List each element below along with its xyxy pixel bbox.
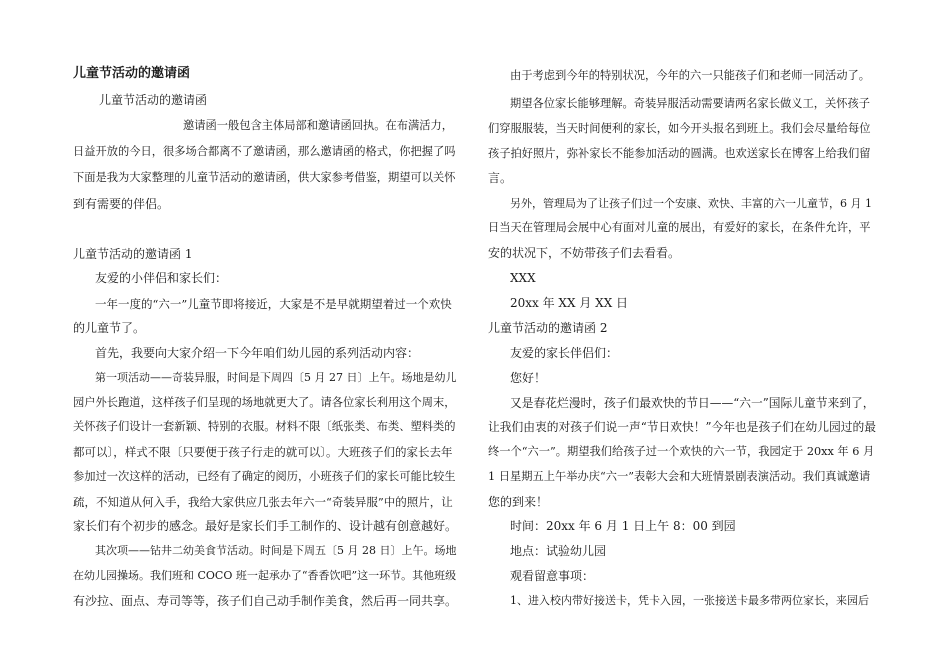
body-line: 由于考虑到今年的特别状况，今年的六一只能孩子们和老师一同活动了。 bbox=[510, 69, 871, 82]
intro-subtitle: 儿童节活动的邀请函 bbox=[99, 93, 208, 107]
greeting: 友爱的家长伴侣们： bbox=[510, 346, 619, 360]
body-line: 日当天在管理局会展中心有面对儿童的展出，有爱好的家长，在条件允许，平 bbox=[488, 221, 871, 234]
intro-line: 日益开放的今日，很多场合都离不了邀请函，那么邀请函的格式，你把握了吗 bbox=[73, 145, 456, 158]
document-title: 儿童节活动的邀请函 bbox=[73, 66, 191, 81]
intro-line: 下面是我为大家整理的儿童节活动的邀请函，供大家参考借鉴，期望可以关怀 bbox=[73, 171, 456, 184]
body-line: 一年一度的“六一”儿童节即将接近，大家是不是早就期望着过一个欢快 bbox=[95, 297, 452, 311]
signature-date: 20xx 年 XX 月 XX 日 bbox=[510, 296, 629, 310]
body-line: 另外，管理局为了让孩子们过一个安康、欢快、丰富的六一儿童节，6 月 1 bbox=[510, 197, 872, 210]
body-line: 都可以〕，样式不限〔只要便于孩子行走的就可以〕。大班孩子们的家长去年 bbox=[73, 445, 453, 459]
signature-name: XXX bbox=[510, 271, 536, 285]
intro-line: 到有需要的伴侣。 bbox=[73, 197, 170, 211]
section-heading-2: 儿童节活动的邀请函 2 bbox=[488, 321, 608, 335]
body-line: 期望各位家长能够理解。奇装异服活动需要请两名家长做义工，关怀孩子 bbox=[510, 97, 871, 110]
event-location: 地点：试验幼儿园 bbox=[510, 544, 607, 558]
body-line: 1 日星期五上午举办庆“六一”表彰大会和大班情景剧表演活动。我们真诚邀请 bbox=[488, 470, 871, 483]
body-line: 又是春花烂漫时，孩子们最欢快的节日——“六一”国际儿童节来到了， bbox=[510, 396, 875, 410]
salutation: 您好！ bbox=[510, 371, 547, 385]
body-line: 其次项——钻井二幼美食节活动。时间是下周五〔5 月 28 日〕上午。场地 bbox=[95, 544, 457, 557]
body-line: 让我们由衷的对孩子们说一声“节日欢快！”今年也是孩子们在幼儿园过的最 bbox=[488, 420, 877, 434]
body-line: 孩子拍好照片，弥补家长不能参加活动的圆满。也欢送家长在博客上给我们留 bbox=[488, 147, 871, 160]
body-line: 的儿童节了。 bbox=[73, 321, 146, 335]
body-line: 第一项活动——奇装异服，时间是下周四〔5 月 27 日〕上午。场地是幼儿 bbox=[95, 371, 457, 384]
body-line: 家长们有个初步的感念。最好是家长们手工制作的、设计越有创意越好。 bbox=[73, 519, 458, 533]
notes-heading: 观看留意事项： bbox=[510, 569, 595, 583]
event-time: 时间：20xx 年 6 月 1 日上午 8：00 到园 bbox=[510, 519, 736, 533]
intro-line: 邀请函一般包含主体局部和邀请函回执。在布满活力， bbox=[183, 119, 454, 132]
body-line: 关怀孩子们设计一套新颖、特别的衣服。材料不限〔纸张类、布类、塑料类的 bbox=[73, 420, 456, 433]
section-heading-1: 儿童节活动的邀请函 1 bbox=[73, 247, 193, 261]
body-line: 疏，不知道从何入手，我给大家供应几张去年六一“奇装异服”中的照片，让 bbox=[73, 495, 453, 509]
body-line: 参加过一次这样的活动，已经有了确定的阅历，小班孩子们的家长可能比较生 bbox=[73, 470, 456, 483]
body-line: 言。 bbox=[488, 171, 513, 185]
body-line: 您的到来！ bbox=[488, 495, 549, 509]
body-line: 在幼儿园操场。我们班和 COCO 班一起承办了“香香饮吧”这一环节。其他班级 bbox=[73, 569, 457, 582]
body-line: 有沙拉、面点、寿司等等，孩子们自己动手制作美食，然后再一同共享。 bbox=[73, 594, 458, 608]
body-line: 园户外长跑道，这样孩子们呈现的场地就更大了。请各位家长利用这个周末， bbox=[73, 396, 456, 409]
body-line: 安的状况下，不妨带孩子们去看看。 bbox=[488, 246, 681, 260]
greeting: 友爱的小伴侣和家长们： bbox=[95, 271, 228, 285]
body-line: 们穿服服装，当天时间便利的家长，如今开头报名到班上。我们会尽量给每位 bbox=[488, 122, 871, 135]
note-item: 1、进入校内带好接送卡，凭卡入园，一张接送卡最多带两位家长，来园后 bbox=[510, 594, 869, 607]
body-line: 首先，我要向大家介绍一下今年咱们幼儿园的系列活动内容： bbox=[95, 346, 420, 360]
body-line: 终一个“六一”。期望我们给孩子过一个欢快的六一节，我园定于 20xx 年 6 月 bbox=[488, 445, 875, 458]
